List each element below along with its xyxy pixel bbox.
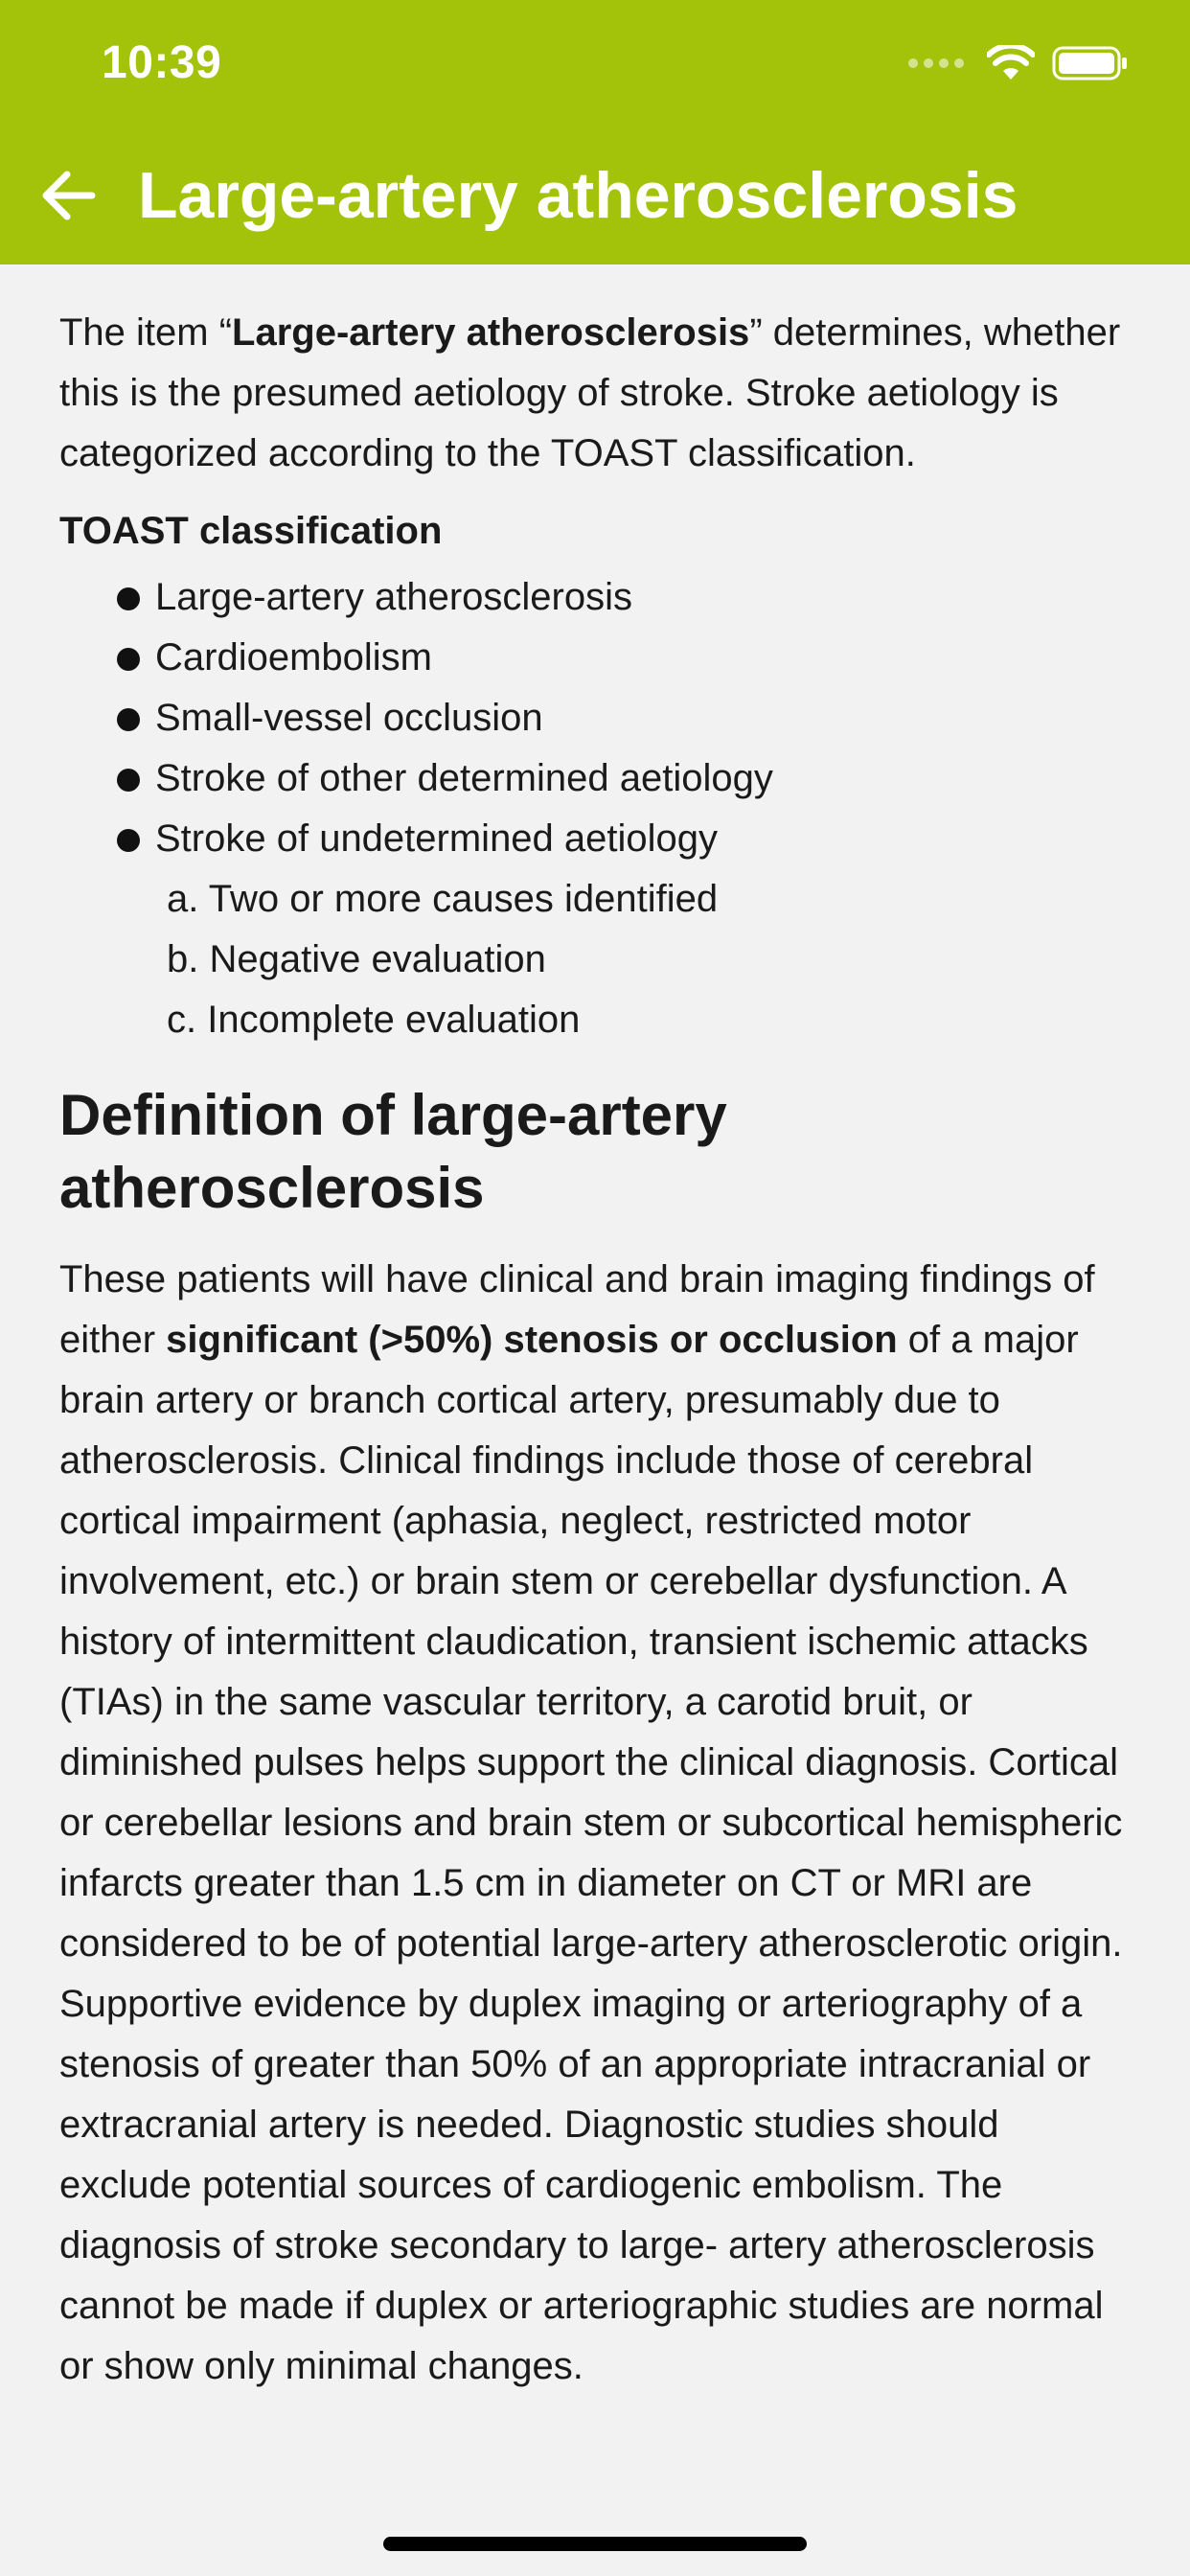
intro-suffix: ” determines, whether this is the presumed aetiology of stroke. Stroke aetiology is categorized according to the TOAST classification. [59,311,1121,474]
toast-heading: TOAST classification [59,510,443,552]
page-title: Large-artery atherosclerosis [138,159,1018,232]
article-content [59,303,1133,2397]
status-time: 10:39 [102,37,222,88]
wifi-icon [987,45,1035,81]
intro-bold: Large-artery atherosclerosis [232,311,750,354]
definition-text-bold: significant (>50%) stenosis or occlusion [166,1319,898,1361]
toast-item: Small-vessel occlusion [117,688,1133,748]
toast-sub-item: b. Negative evaluation [167,938,546,980]
back-arrow-icon[interactable] [38,165,100,226]
definition-heading: Definition of large-artery atherosclerosis [59,1083,727,1220]
intro-paragraph [59,303,1133,484]
toast-item: Large-artery atherosclerosis [117,567,1133,628]
toast-item: Stroke of other determined aetiology [117,748,1133,809]
status-icons [908,42,1129,84]
toast-sub-list [59,869,1133,1050]
toast-item: Cardioembolism [117,628,1133,688]
toast-sub-item: a. Two or more causes identified [167,878,719,920]
toast-list [59,567,1133,869]
toast-sub-item: c. Incomplete evaluation [167,999,581,1041]
definition-paragraph [59,1250,1133,2397]
home-indicator[interactable] [383,2537,807,2551]
definition-text-rest: of a major brain artery or branch cortical artery, presumably due to atherosclerosis. Clinical findings include those of cerebral cortical impairment (aphasia, neglect, restricted motor involvement, etc.) or brain stem or cerebellar dysfunction. A history of intermittent claudication, transient ischemic attacks (TIAs) in the same vascular territory, a carotid bruit, or diminished pulses helps support the clinical diagnosis. Cortical or cerebellar lesions and brain stem or subcortical hemispheric infarcts greater than 1.5 cm in diameter on CT or MRI are considered to be of potential large-artery atherosclerotic origin. Supportive evidence by duplex imaging or arteriography of a stenosis of greater than 50% of an appropriate intracranial or extracranial artery is needed. Diagnostic studies should exclude potential sources of cardiogenic embolism. The diagnosis of stroke secondary to large- artery atherosclerosis cannot be made if duplex or arteriographic studies are normal or show only minimal changes. [59,1319,1123,2387]
toast-item: Stroke of undetermined aetiology [117,809,1133,869]
intro-prefix: The item “ [59,311,233,354]
app-header [0,0,1190,264]
battery-icon [1052,45,1129,81]
cellular-signal-icon [908,58,964,68]
definition-text-start: These patients will have clinical and brain imaging findings of either [59,1258,1095,1361]
